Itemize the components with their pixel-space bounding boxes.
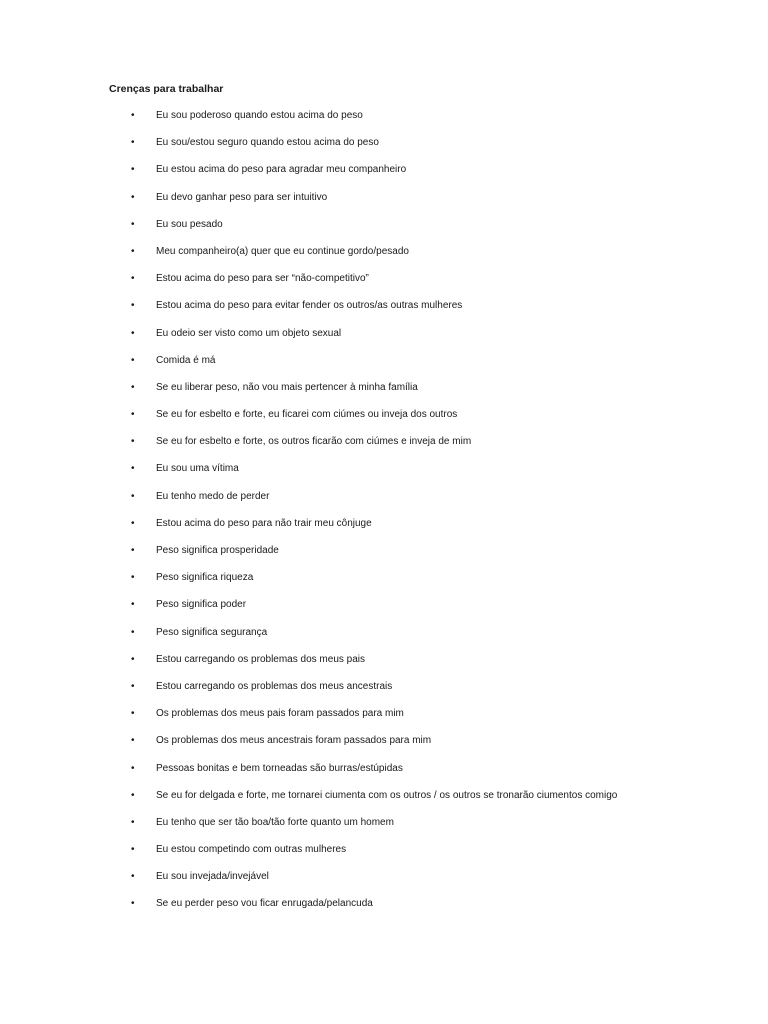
list-item-text: Comida é má <box>156 354 216 366</box>
bullet-icon: • <box>131 463 135 475</box>
list-item-text: Se eu for delgada e forte, me tornarei ciumenta com os outros / os outros se tronarão ciumentos comigo <box>156 789 618 801</box>
list-item-text: Eu odeio ser visto como um objeto sexual <box>156 327 342 339</box>
bullet-icon: • <box>131 517 135 529</box>
list-item <box>0 245 740 272</box>
bullet-icon: • <box>131 218 135 230</box>
bullet-icon: • <box>131 572 135 584</box>
list-item <box>0 598 740 625</box>
list-item <box>0 462 740 489</box>
bullet-icon: • <box>131 191 135 203</box>
list-item-text: Pessoas bonitas e bem torneadas são burras/estúpidas <box>156 762 403 774</box>
list-item <box>0 354 740 381</box>
list-item-text: Peso significa poder <box>156 599 247 611</box>
bullet-icon: • <box>131 245 135 257</box>
list-item <box>0 490 740 517</box>
list-item-text: Peso significa segurança <box>156 626 268 638</box>
bullet-icon: • <box>131 762 135 774</box>
list-item-text: Estou acima do peso para evitar fender os outros/as outras mulheres <box>156 300 463 312</box>
bullet-icon: • <box>131 327 135 339</box>
list-item <box>0 707 740 734</box>
bullet-icon: • <box>131 273 135 285</box>
bullet-icon: • <box>131 545 135 556</box>
bullet-icon: • <box>131 300 135 312</box>
list-item <box>0 544 740 571</box>
bullet-icon: • <box>131 381 135 393</box>
bullet-icon: • <box>131 626 135 638</box>
list-item <box>0 816 740 843</box>
list-item <box>0 109 740 136</box>
list-item-text: Estou acima do peso para ser “não-competitivo” <box>156 273 369 285</box>
list-item <box>0 191 740 218</box>
document-title: Crenças para trabalhar <box>109 83 224 95</box>
bullet-icon: • <box>131 898 135 910</box>
bullet-icon: • <box>131 735 135 747</box>
list-item <box>0 897 740 924</box>
list-item-text: Os problemas dos meus ancestrais foram passados para mim <box>156 735 432 747</box>
list-item-text: Estou carregando os problemas dos meus pais <box>156 653 366 665</box>
bullet-icon: • <box>131 680 135 692</box>
list-item <box>0 571 740 598</box>
list-item <box>0 218 740 245</box>
list-item <box>0 843 740 870</box>
bullet-icon: • <box>131 708 135 720</box>
bullet-icon: • <box>131 844 135 856</box>
list-item-text: Se eu for esbelto e forte, eu ficarei com ciúmes ou inveja dos outros <box>156 409 458 421</box>
list-item-text: Eu estou competindo com outras mulheres <box>156 844 347 856</box>
list-item-text: Eu devo ganhar peso para ser intuitivo <box>156 191 328 203</box>
list-item-text: Eu sou uma vítima <box>156 463 239 475</box>
list-item-text: Eu sou invejada/invejável <box>156 871 269 883</box>
list-item-text: Estou carregando os problemas dos meus ancestrais <box>156 680 393 692</box>
list-item <box>0 136 740 163</box>
list-item <box>0 163 740 190</box>
bullet-icon: • <box>131 871 135 883</box>
bullet-icon: • <box>131 599 135 611</box>
list-item-text: Se eu liberar peso, não vou mais pertencer à minha família <box>156 381 418 393</box>
bullet-icon: • <box>131 816 135 828</box>
list-item <box>0 870 740 897</box>
list-item <box>0 762 740 789</box>
list-item <box>0 517 740 544</box>
list-item <box>0 408 740 435</box>
bullet-icon: • <box>131 436 135 448</box>
list-item <box>0 272 740 299</box>
list-item-text: Se eu perder peso vou ficar enrugada/pelancuda <box>156 898 373 910</box>
list-item-text: Eu sou poderoso quando estou acima do peso <box>156 110 363 121</box>
list-item-text: Eu tenho que ser tão boa/tão forte quanto um homem <box>156 816 394 828</box>
list-item-text: Eu tenho medo de perder <box>156 490 270 502</box>
list-item-text: Os problemas dos meus pais foram passados para mim <box>156 708 404 720</box>
list-item <box>0 381 740 408</box>
list-item <box>0 789 740 816</box>
bullet-icon: • <box>131 164 135 176</box>
bullet-icon: • <box>131 789 135 801</box>
list-item-text: Peso significa prosperidade <box>156 545 279 556</box>
list-item-text: Eu sou pesado <box>156 218 223 230</box>
list-item-text: Eu sou/estou seguro quando estou acima do peso <box>156 137 379 149</box>
list-item <box>0 734 740 761</box>
list-item <box>0 680 740 707</box>
bullet-icon: • <box>131 137 135 149</box>
list-item <box>0 435 740 462</box>
bullet-icon: • <box>131 110 135 121</box>
list-item-text: Estou acima do peso para não trair meu cônjuge <box>156 517 372 529</box>
list-item-text: Peso significa riqueza <box>156 572 254 584</box>
list-item-text: Meu companheiro(a) quer que eu continue gordo/pesado <box>156 245 409 257</box>
list-item-text: Se eu for esbelto e forte, os outros ficarão com ciúmes e inveja de mim <box>156 436 472 448</box>
list-item <box>0 299 740 326</box>
list-item-text: Eu estou acima do peso para agradar meu companheiro <box>156 164 407 176</box>
bullet-icon: • <box>131 409 135 421</box>
bullet-icon: • <box>131 354 135 366</box>
list-item <box>0 626 740 653</box>
list-item <box>0 327 740 354</box>
bullet-icon: • <box>131 490 135 502</box>
list-item <box>0 653 740 680</box>
bullet-icon: • <box>131 653 135 665</box>
belief-list <box>0 109 740 925</box>
